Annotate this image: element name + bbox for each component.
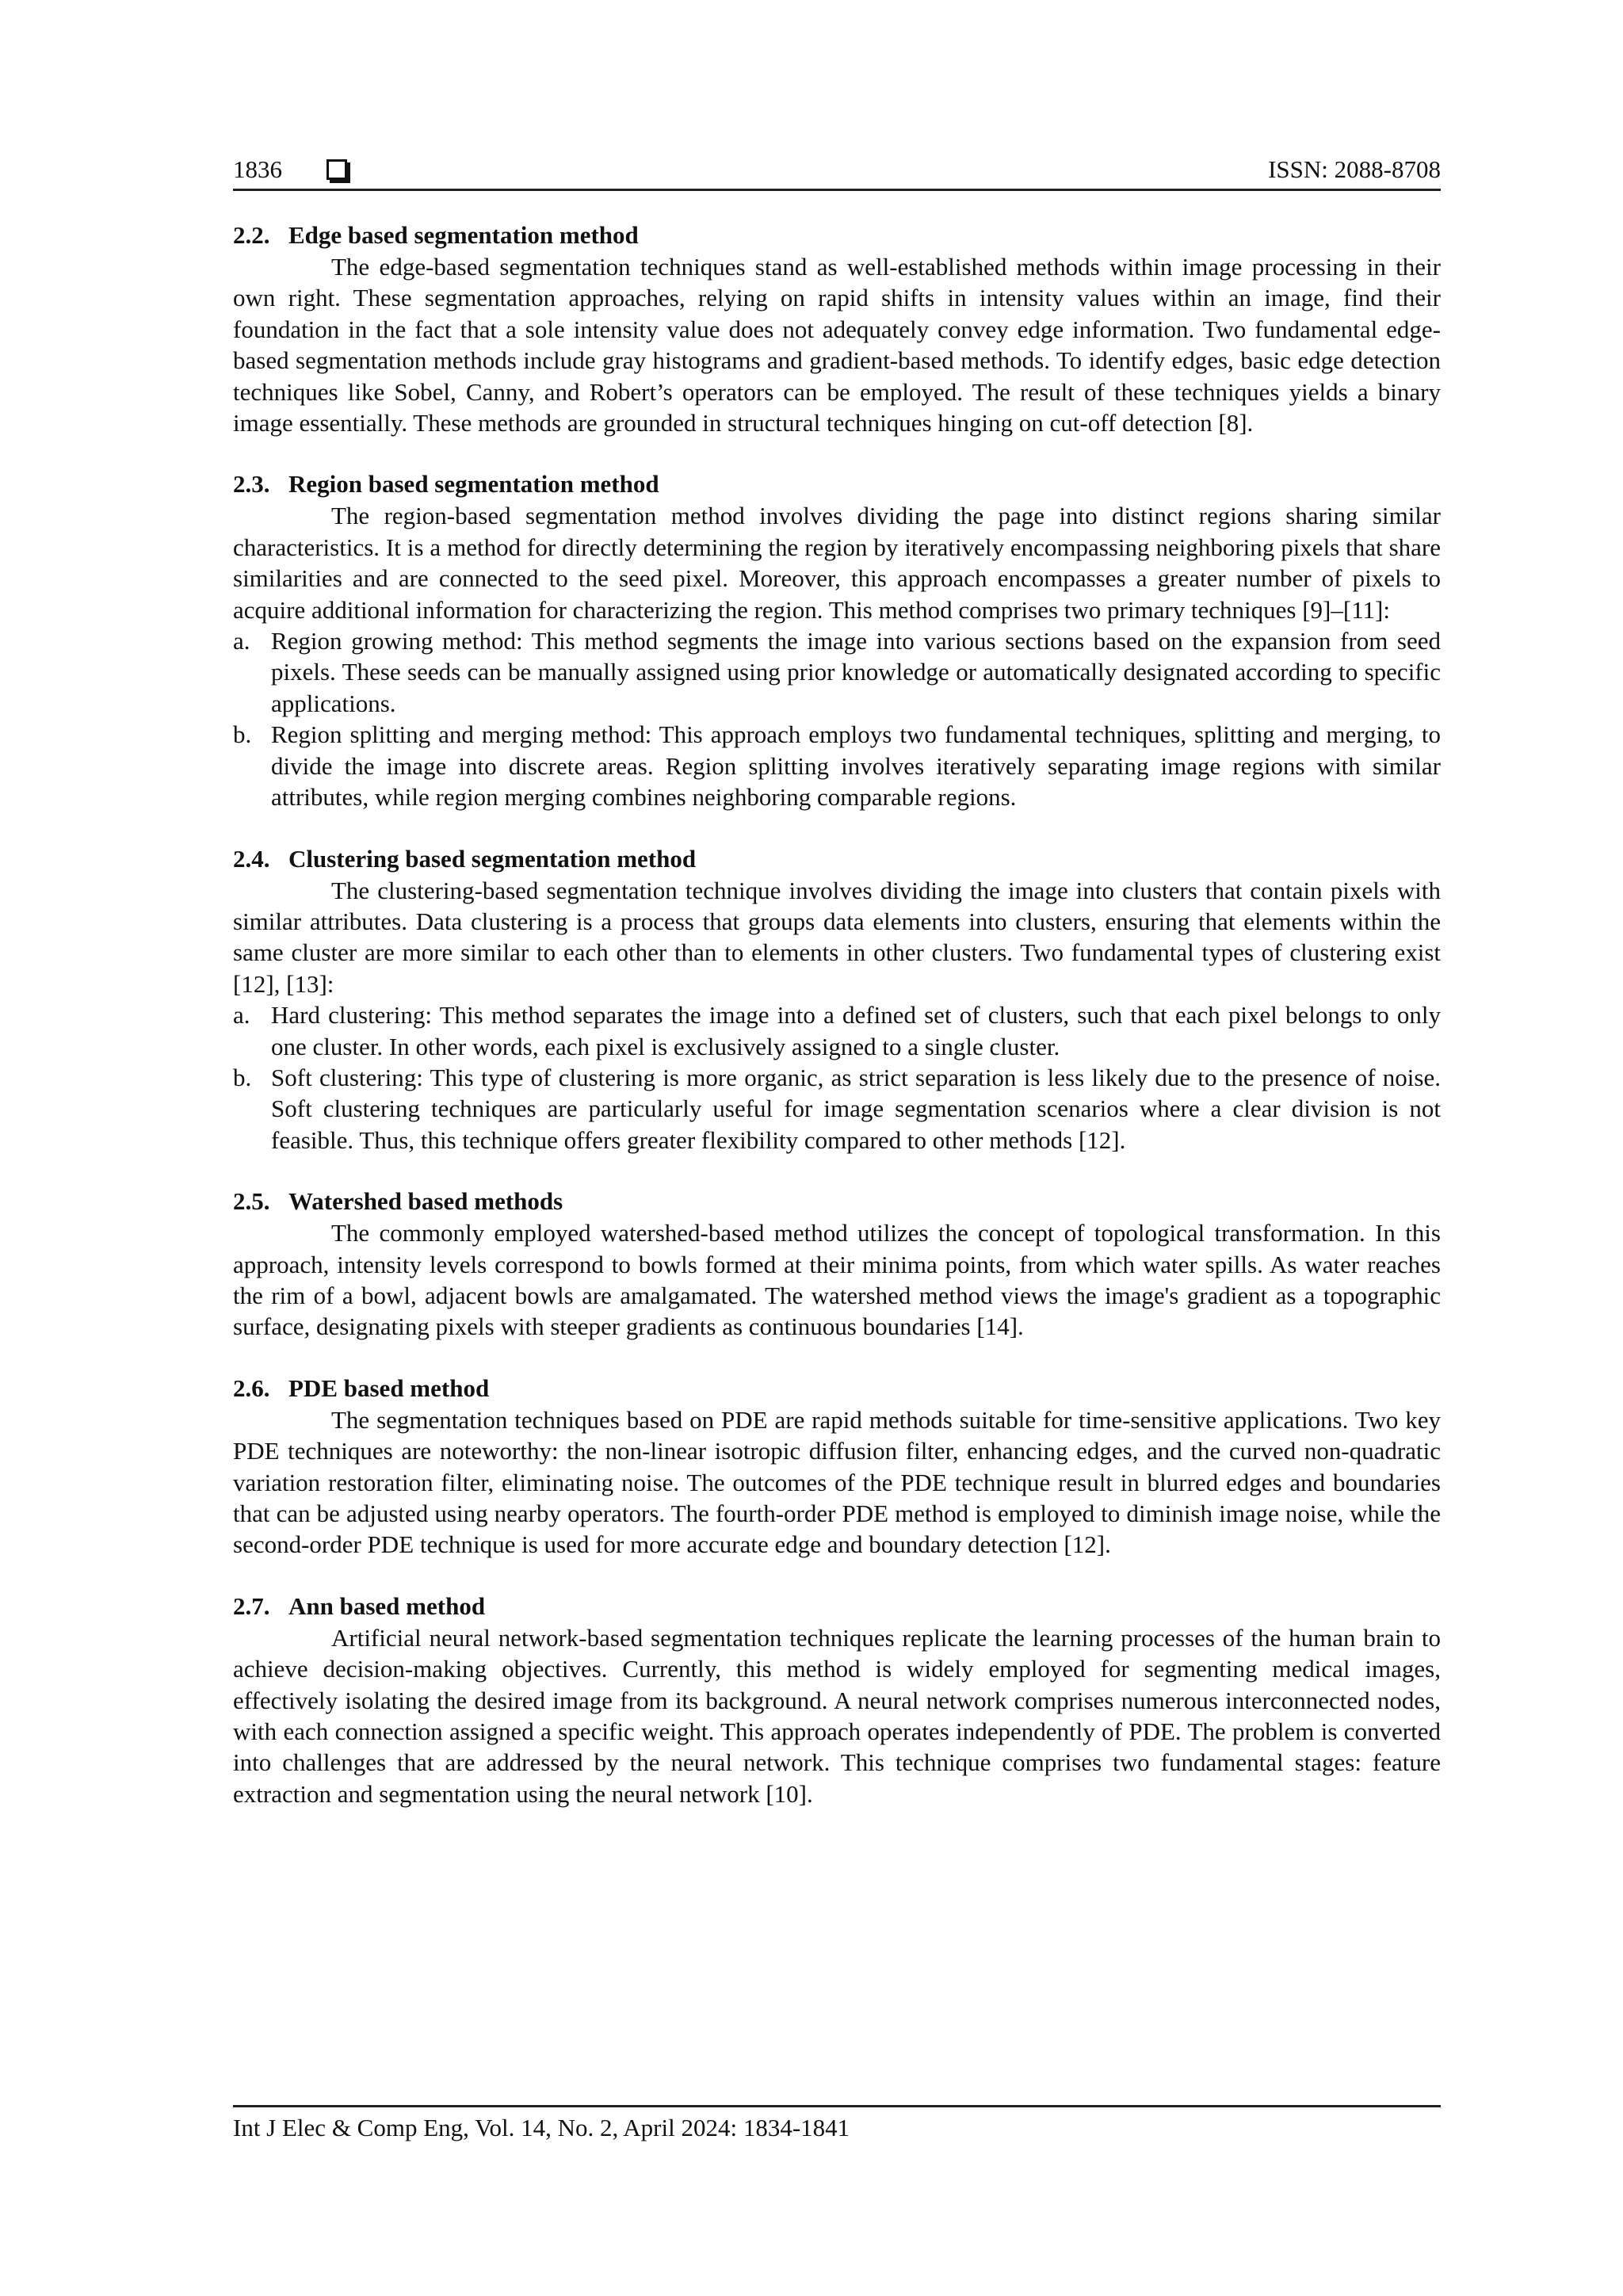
- list-marker: b.: [233, 1063, 252, 1091]
- section-number: 2.7.: [233, 1591, 270, 1620]
- section-region-based: [233, 468, 1441, 812]
- list-marker: b.: [233, 720, 252, 749]
- section-number: 2.4.: [233, 844, 270, 873]
- page-footer: [233, 2105, 1441, 2142]
- section-edge-based: [233, 220, 1441, 438]
- list-marker: a.: [233, 627, 250, 655]
- section-paragraph: The segmentation techniques based on PDE are rapid methods suitable for time-sensitive applications. Two key PDE techniques are noteworthy: the non-linear isotropic diffusion filter, enhancing edges, and the curved non-quadratic variation restoration filter, eliminating noise. The outcomes of the PDE technique result in blurred edges and boundaries that can be adjusted using nearby operators. The fourth-order PDE method is employed to diminish image noise, while the second-order PDE technique is used for more accurate edge and boundary detection [12].: [233, 1405, 1441, 1559]
- page-number: 1836: [233, 155, 282, 183]
- technique-list: [233, 999, 1441, 1156]
- section-pde-based: [233, 1373, 1441, 1561]
- section-title: Ann based method: [288, 1591, 486, 1620]
- article-body: [233, 220, 1441, 1809]
- list-item: [233, 625, 1441, 719]
- journal-page: [233, 155, 1441, 1839]
- section-clustering-based: [233, 843, 1441, 1156]
- list-marker: a.: [233, 1001, 250, 1030]
- ballot-box-icon: [327, 159, 347, 180]
- section-title: Region based segmentation method: [288, 470, 659, 499]
- section-title: Clustering based segmentation method: [288, 844, 697, 873]
- section-paragraph: The clustering-based segmentation technique involves dividing the image into clusters that contain pixels with similar attributes. Data clustering is a process that groups data elements into clusters, ensuring that elements within the same cluster are more similar to each other than to elements in other clusters. Two fundamental types of clustering exist [12], [13]:: [233, 876, 1441, 998]
- list-item: [233, 1062, 1441, 1156]
- list-item-text: Hard clustering: This method separates the image into a defined set of clusters, such that each pixel belongs to only one cluster. In other words, each pixel is exclusively assigned to a single cluster.: [271, 1001, 1441, 1060]
- section-number: 2.2.: [233, 221, 270, 249]
- section-number: 2.5.: [233, 1187, 270, 1216]
- section-title: Edge based segmentation method: [288, 221, 639, 249]
- section-number: 2.6.: [233, 1373, 270, 1402]
- section-paragraph: The edge-based segmentation techniques stand as well-established methods within image processing in their own right. These segmentation approaches, relying on rapid shifts in intensity values within an image, find their foundation in the fact that a sole intensity value does not adequately convey edge information. Two fundamental edge-based segmentation methods include gray histograms and gradient-based methods. To identify edges, basic edge detection techniques like Sobel, Canny, and Robert’s operators can be employed. The result of these techniques yields a binary image essentially. These methods are grounded in structural techniques hinging on cut-off detection [8].: [233, 253, 1441, 437]
- section-heading: [233, 468, 1441, 500]
- list-item: [233, 999, 1441, 1062]
- issn-label: ISSN: 2088-8708: [1268, 155, 1441, 183]
- section-heading: [233, 1591, 1441, 1622]
- section-paragraph: The commonly employed watershed-based method utilizes the concept of topological transformation. In this approach, intensity levels correspond to bowls formed at their minima points, from which water spills. As water reaches the rim of a bowl, adjacent bowls are amalgamated. The watershed method views the image's gradient as a topographic surface, designating pixels with steeper gradients as continuous boundaries [14].: [233, 1219, 1441, 1341]
- technique-list: [233, 625, 1441, 812]
- list-item-text: Region splitting and merging method: This approach employs two fundamental techniques, splitting and merging, to divide the image into discrete areas. Region splitting involves iteratively separating image regions with similar attributes, while region merging combines neighboring comparable regions.: [271, 720, 1441, 812]
- section-heading: [233, 1373, 1441, 1404]
- section-number: 2.3.: [233, 470, 270, 499]
- section-ann-based: [233, 1591, 1441, 1809]
- journal-citation: Int J Elec & Comp Eng, Vol. 14, No. 2, April 2024: 1834-1841: [233, 2114, 850, 2141]
- list-item-text: Region growing method: This method segments the image into various sections based on the expansion from seed pixels. These seeds can be manually assigned using prior knowledge or automatically designated according to specific applications.: [271, 627, 1441, 717]
- section-title: PDE based method: [288, 1373, 490, 1402]
- list-item: [233, 719, 1441, 812]
- section-watershed-based: [233, 1186, 1441, 1343]
- list-item-text: Soft clustering: This type of clustering is more organic, as strict separation is less likely due to the presence of noise. Soft clustering techniques are particularly useful for image segmentation scenarios where a clear division is not feasible. Thus, this technique offers greater flexibility compared to other methods [12].: [271, 1063, 1441, 1154]
- section-paragraph: The region-based segmentation method involves dividing the page into distinct regions sharing similar characteristics. It is a method for directly determining the region by iteratively encompassing neighboring pixels that share similarities and are connected to the seed pixel. Moreover, this approach encompasses a greater number of pixels to acquire additional information for characterizing the region. This method comprises two primary techniques [9]–[11]:: [233, 502, 1441, 624]
- section-heading: [233, 1186, 1441, 1217]
- section-heading: [233, 843, 1441, 875]
- section-title: Watershed based methods: [288, 1187, 563, 1216]
- page-header: [233, 155, 1441, 191]
- section-heading: [233, 220, 1441, 251]
- section-paragraph: Artificial neural network-based segmentation techniques replicate the learning processes of the human brain to achieve decision-making objectives. Currently, this method is widely employed for segmenting medical images, effectively isolating the desired image from its background. A neural network comprises numerous interconnected nodes, with each connection assigned a specific weight. This approach operates independently of PDE. The problem is converted into challenges that are addressed by the neural network. This technique comprises two fundamental stages: feature extraction and segmentation using the neural network [10].: [233, 1623, 1441, 1808]
